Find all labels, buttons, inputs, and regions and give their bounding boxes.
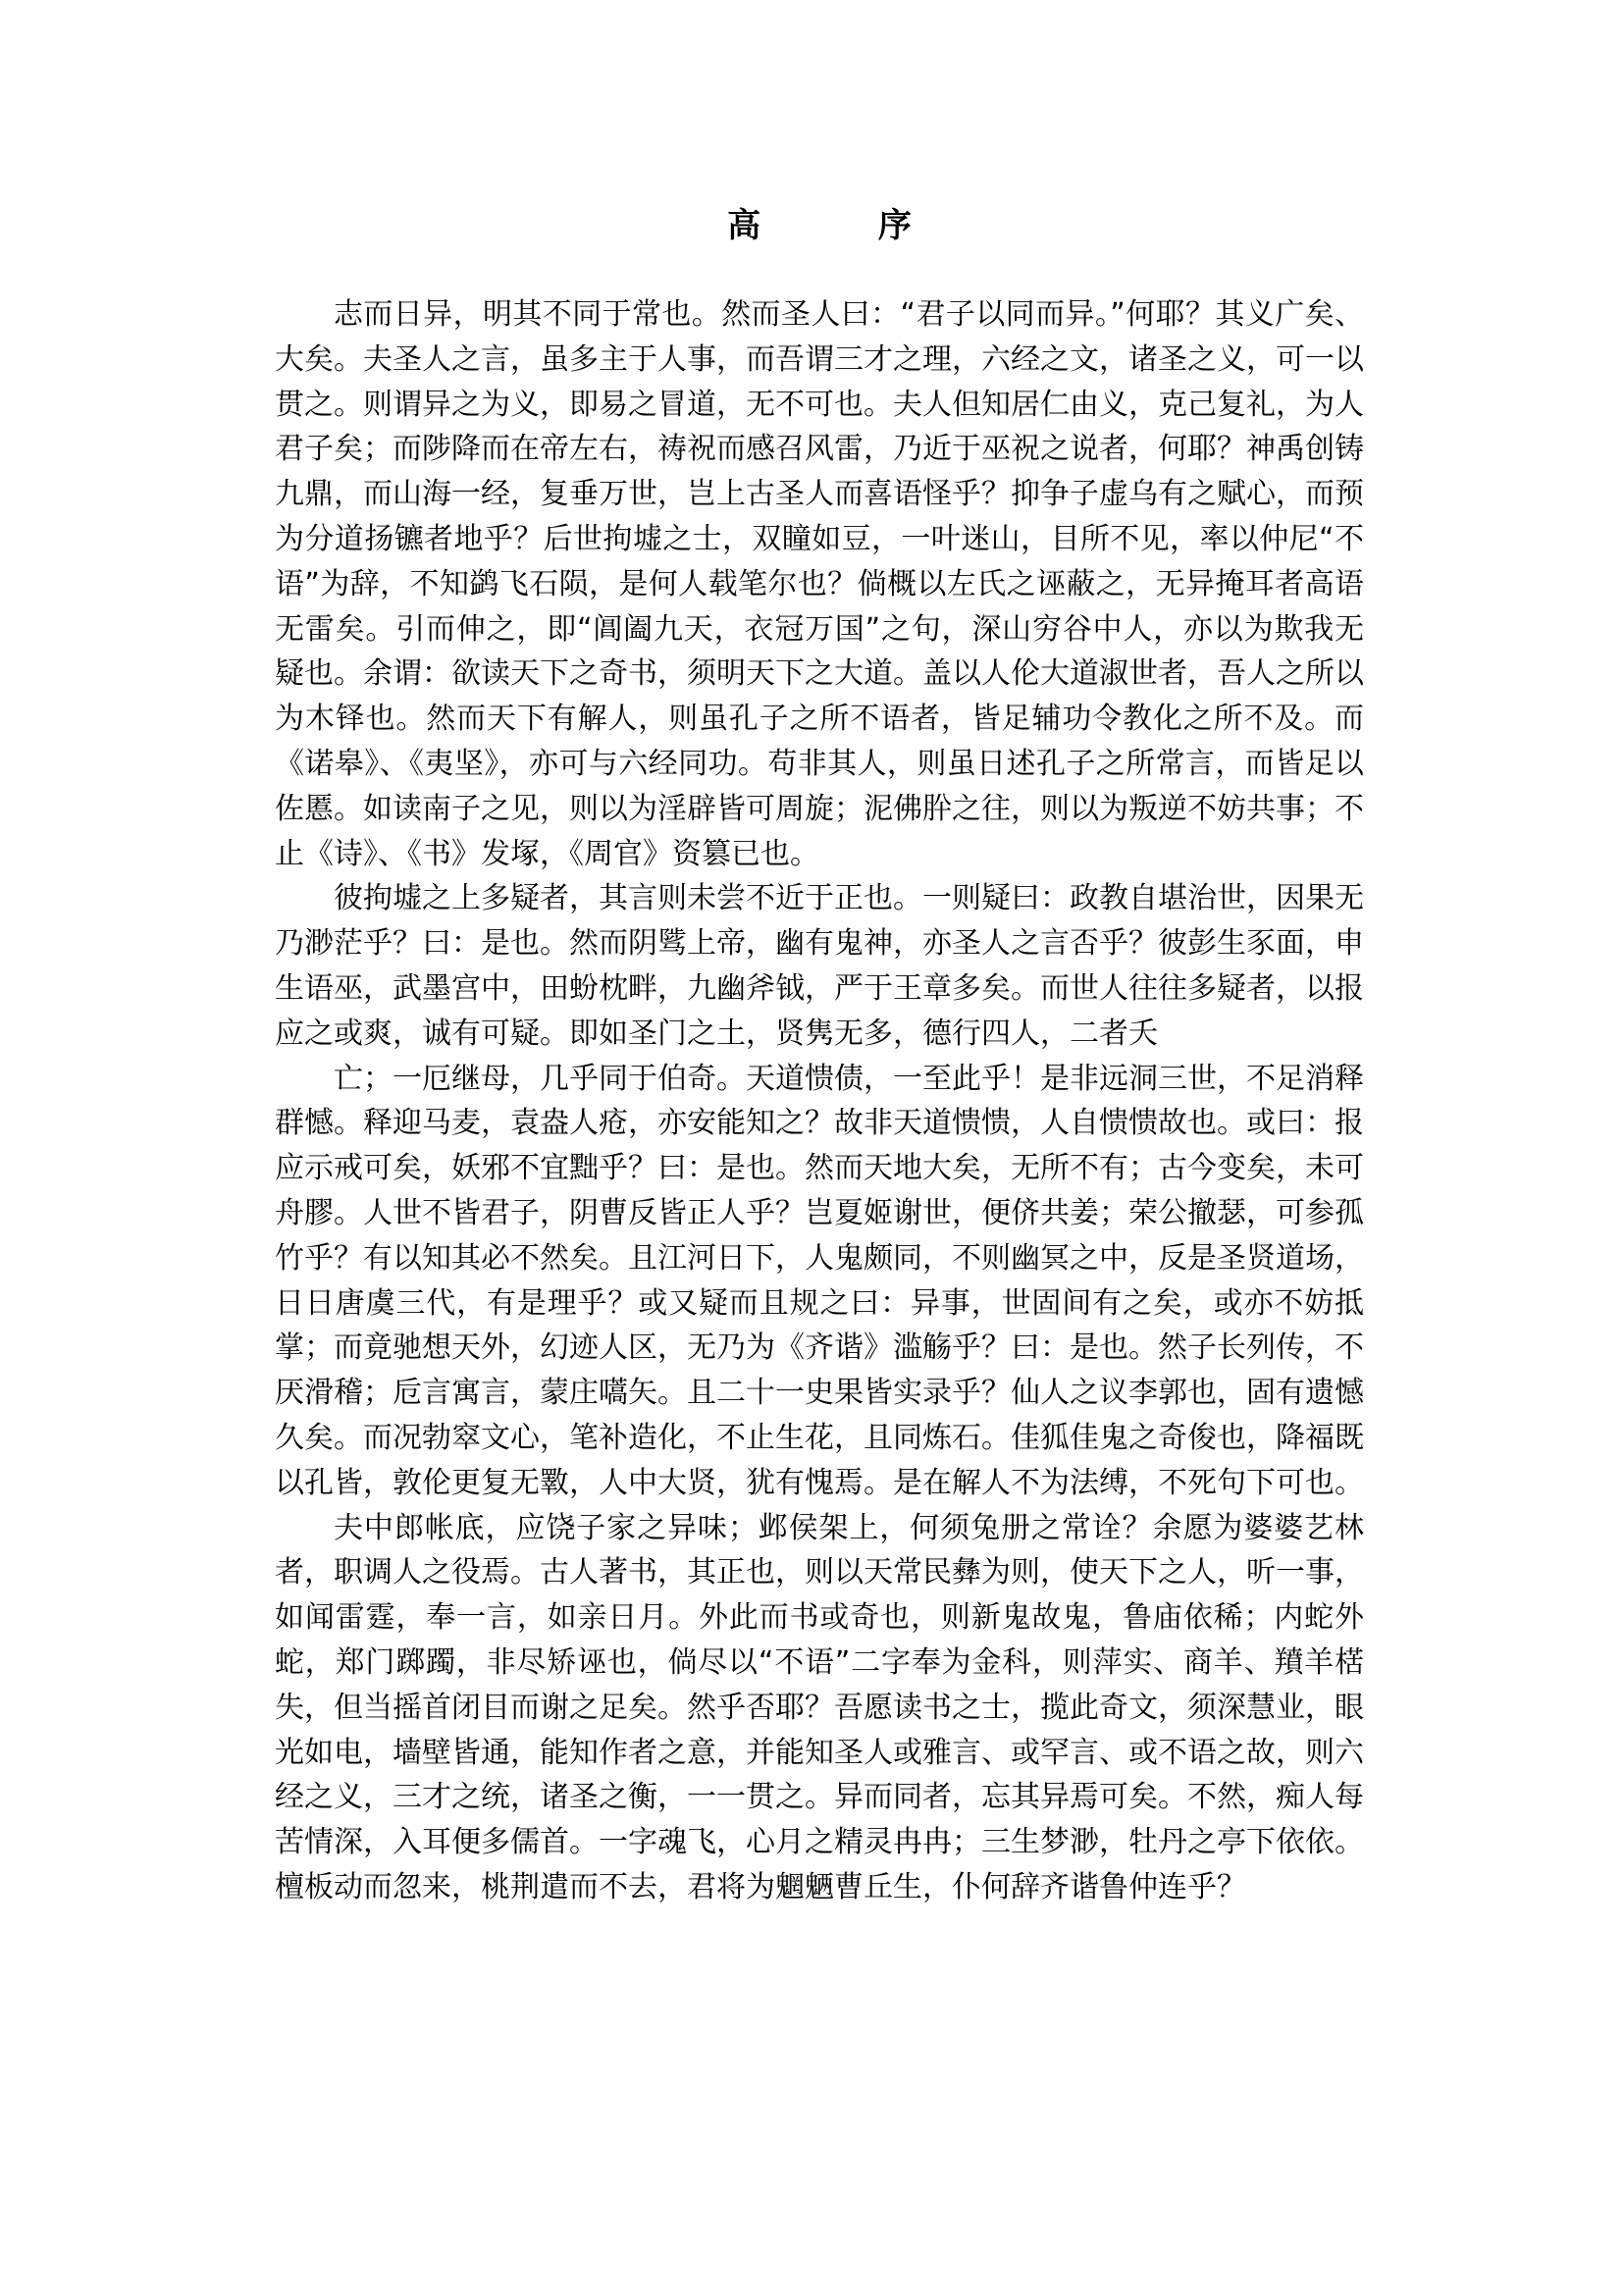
paragraph-4: 夫中郎帐底，应饶子家之异味；邺侯架上，何须兔册之常诠？余愿为婆婆艺林者，职调人之役焉。古人著书，其正也，则以天常民彝为则，使天下之人，听一事，如闻雷霆，奉一言，如亲日月。外此而书或奇也，则新鬼故鬼，鲁庙依稀；内蛇外蛇，郑门踯躅，非尽矫诬也，倘尽以“不语”二字奉为金科，则萍实、商羊、羵羊楛失，但当摇首闭目而谢之足矣。然乎否耶？吾愿读书之士，揽此奇文，须深慧业，眼光如电，墙壁皆通，能知作者之意，并能知圣人或雅言、或罕言、或不语之故，则六经之义，三才之统，诸圣之衡，一一贯之。异而同者，忘其异焉可矣。不然，痴人每苦情深，入耳便多儒首。一字魂飞，心月之精灵冉冉；三生梦渺，牡丹之亭下依依。檀板动而忽来，桃荆遣而不去，君将为魍魉曹丘生，仆何辞齐谐鲁仲连乎？ [275, 1510, 1364, 1904]
paragraph-1: 志而日异，明其不同于常也。然而圣人曰：“君子以同而异。”何耶？其义广矣、大矣。夫圣人之言，虽多主于人事，而吾谓三才之理，六经之文，诸圣之义，可一以贯之。则谓异之为义，即易之冒道，无不可也。夫人但知居仁由义，克己复礼，为人君子矣；而陟降而在帝左右，祷祝而感召风雷，乃近于巫祝之说者，何耶？神禹创铸九鼎，而山海一经，复垂万世，岂上古圣人而喜语怪乎？抑争子虚乌有之赋心，而预为分道扬镳者地乎？后世拘墟之士，双瞳如豆，一叶迷山，目所不见，率以仲尼“不语”为辞，不知鹢飞石陨，是何人载笔尔也？倘概以左氏之诬蔽之，无异掩耳者高语无雷矣。引而伸之，即“阊阖九天，衣冠万国”之句，深山穷谷中人，亦以为欺我无疑也。余谓：欲读天下之奇书，须明天下之大道。盖以人伦大道淑世者，吾人之所以为木铎也。然而天下有解人，则虽孔子之所不语者，皆足辅功令教化之所不及。而《诺皋》、《夷坚》，亦可与六经同功。苟非其人，则虽日述孔子之所常言，而皆足以佐慝。如读南子之见，则以为淫辟皆可周旋；泥佛肸之往，则以为叛逆不妨共事；不止《诗》、《书》发塚，《周官》资篡已也。 [275, 297, 1364, 871]
document-title: 高 序 [727, 206, 965, 245]
paragraph-3: 亡；一厄继母，几乎同于伯奇。天道愦债，一至此乎！是非远洞三世，不足消释群憾。释迎马麦，袁盎人疮，亦安能知之？故非天道愦愦，人自愦愦故也。或曰：报应示戒可矣，妖邪不宜黜乎？曰：是也。然而天地大矣，无所不有；古今变矣，未可舟膠。人世不皆君子，阴曹反皆正人乎？岂夏姬谢世，便侪共姜；荣公撤瑟，可参孤竹乎？有以知其必不然矣。且江河日下，人鬼颇同，不则幽冥之中，反是圣贤道场，日日唐虞三代，有是理乎？或又疑而且规之曰：异事，世固间有之矣，或亦不妨抵掌；而竟驰想天外，幻迹人区，无乃为《齐谐》滥觞乎？曰：是也。然子长列传，不厌滑稽；卮言寓言，蒙庄嚆矢。且二十一史果皆实录乎？仙人之议李郭也，固有遗憾久矣。而况勃窣文心，笔补造化，不止生花，且同炼石。佳狐佳鬼之奇俊也，降福既以孔皆，敦伦更复无斁，人中大贤，犹有愧焉。是在解人不为法缚，不死句下可也。 [275, 1061, 1364, 1500]
paragraph-2: 彼拘墟之上多疑者，其言则未尝不近于正也。一则疑曰：政教自堪治世，因果无乃渺茫乎？曰：是也。然而阴骘上帝，幽有鬼神，亦圣人之言否乎？彼彭生豕面，申生语巫，武墨宫中，田蚡枕畔，九幽斧钺，严于王章多矣。而世人往往多疑者，以报应之或爽，诚有可疑。即如圣门之土，贤隽无多，德行四人，二者夭 [275, 881, 1364, 1051]
document-page [275, 196, 1364, 1910]
